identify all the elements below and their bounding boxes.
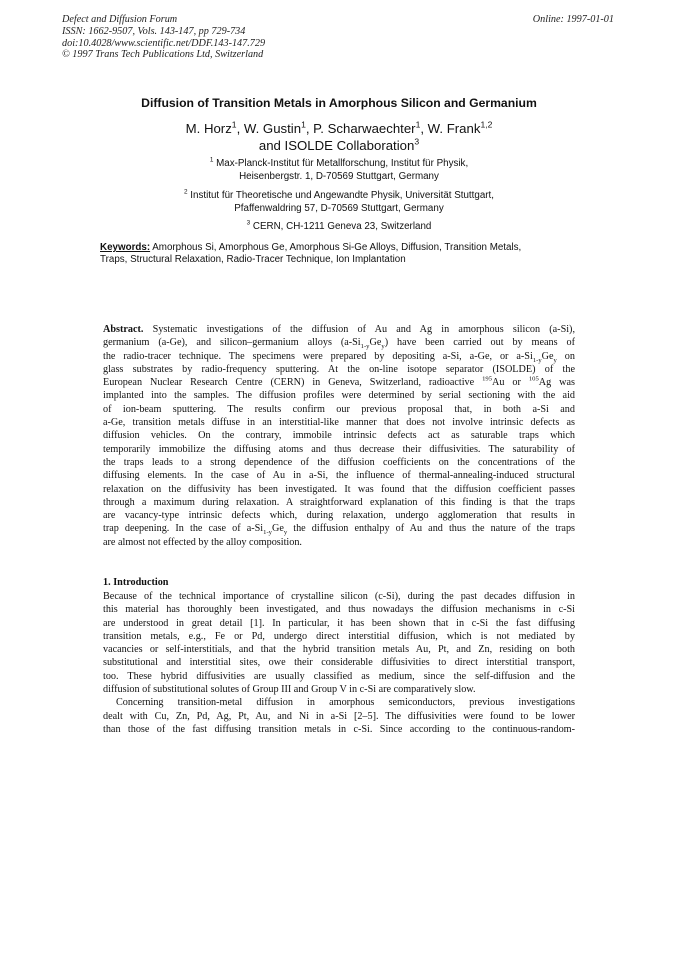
author-name: M. Horz	[185, 121, 232, 136]
affiliation-number: 2	[184, 188, 188, 196]
paragraph-text: dealt with Cu, Zn, Pd, Ag, Pt, Au, and Ni in a-Si [2–5]. The diffusivities were found to be lower	[103, 710, 575, 722]
author-affiliation-mark: 1	[415, 119, 421, 130]
subscript: y	[553, 356, 557, 364]
subscript: y	[283, 529, 288, 537]
affiliation-text: Heisenbergstr. 1, D-70569 Stuttgart, Germany	[239, 170, 439, 182]
affiliation-number: 1	[209, 156, 214, 164]
abstract-text: on	[556, 350, 575, 362]
affiliation-1	[0, 158, 678, 183]
abstract-text: diffusing elements. In the case of Au in a-Si, the influence of thermal-annealing-induced structural	[103, 470, 575, 482]
abstract-text: temporarily immobilize the diffusing atoms and thus decrease their diffusivities. The saturability of	[103, 443, 575, 455]
abstract-text: implanted into the samples. The diffusion profiles were determined by serial sectioning with the aid	[103, 390, 575, 402]
abstract-label: Abstract.	[103, 324, 144, 335]
paragraph-text: diffusion of substitutional solutes of Group III and Group V in c-Si are comparatively slow.	[103, 684, 476, 696]
paragraph-text: transition metals, e.g., Fe or Pd, undergo direct interstitial diffusion, which is not mediated by	[103, 630, 575, 642]
abstract-section	[103, 323, 575, 549]
abstract-text: relaxation on the diffusivity has been investigated. It was found that the diffusion coefficient passes	[103, 483, 575, 495]
keywords-text: Amorphous Si, Amorphous Ge, Amorphous Si-Ge Alloys, Diffusion, Transition Metals,	[150, 242, 522, 253]
journal-name: Defect and Diffusion Forum	[62, 14, 178, 25]
introduction-section	[103, 590, 575, 736]
paragraph-text: this material has thoroughly been investigated, and thus nowadays the diffusion mechanisms in c-Si	[103, 604, 575, 616]
doi-line: doi:10.4028/www.scientific.net/DDF.143-147.729	[62, 37, 266, 49]
abstract-text: diffusion vehicles. On the contrary, immobile intrinsic defects act as saturable traps which	[103, 430, 575, 442]
abstract-text: trap deepening. In the case of a-Si	[103, 523, 264, 535]
paragraph-text: are understood in great detail [1]. In particular, it has been shown that in c-Si the fast diffusing	[103, 617, 575, 629]
paragraph-text: too. These hybrid diffusivities are usually classified as medium, since the self-diffusion and the	[103, 670, 575, 682]
affiliation-number: 3	[246, 219, 251, 227]
abstract-text: the radio-tracer technique. The specimens were prepared by depositing a-Si, a-Ge, or a-Si	[103, 350, 533, 362]
issn-line: ISSN: 1662-9507, Vols. 143-147, pp 729-734	[62, 25, 246, 37]
abstract-text: are almost not effected by the alloy composition.	[103, 536, 302, 548]
publication-metadata	[62, 14, 265, 61]
affiliation-text: Pfaffenwaldring 57, D-70569 Stuttgart, Germany	[234, 202, 444, 214]
abstract-text: Ge	[369, 337, 382, 349]
abstract-text: Ge	[541, 350, 554, 362]
author-affiliation-mark: 3	[414, 136, 420, 147]
abstract-text: through a maximum during relaxation. A straightforward explanation of this finding is that the traps	[103, 496, 575, 508]
abstract-text: ) have been carried out by means of	[384, 337, 575, 349]
author-affiliation-mark: 1	[301, 119, 306, 130]
keywords-text: Traps, Structural Relaxation, Radio-Tracer Technique, Ion Implantation	[100, 254, 406, 266]
abstract-text: glass substrates by radio-frequency sputtering. At the on-line isotope separator (ISOLDE) of the	[103, 363, 575, 375]
affiliation-text: Max-Planck-Institut für Metallforschung, Institut für Physik,	[216, 158, 469, 169]
subscript: 1-y	[532, 356, 542, 364]
superscript: 195	[482, 375, 493, 383]
author-affiliation-mark: 1	[231, 119, 237, 130]
superscript: 105	[528, 375, 539, 383]
abstract-text: germanium (a-Ge), and silicon–germanium alloys (a-Si	[103, 337, 361, 349]
paragraph-text: vacancies or self-interstitials, and that the hybrid transition metals Au, Pt, and Zn, residing on both	[103, 644, 575, 656]
abstract-text: Ge	[271, 523, 284, 535]
paragraph-text: than those of the fast diffusing transition metals in c-Si. Since according to the continuous-random-	[103, 723, 575, 735]
paragraph-text: Concerning transition-metal diffusion in amorphous semiconductors, previous investigations	[116, 697, 575, 709]
abstract-text: Au or	[492, 377, 529, 389]
abstract-text: European Nuclear Research Centre (CERN) in Geneva, Switzerland, radioactive	[103, 377, 483, 389]
subscript: 1-y	[360, 343, 370, 351]
author-name: , W. Frank	[420, 121, 481, 136]
abstract-text: the diffusion enthalpy of Au and thus the nature of the traps	[287, 523, 576, 535]
author-affiliation-mark: 1,2	[480, 119, 493, 130]
affiliation-3	[0, 221, 678, 234]
abstract-text: are vacancy-type intrinsic defects which, during relaxation, undergo agglomeration that results in	[103, 510, 575, 522]
keywords-block	[100, 242, 560, 267]
abstract-text: Systematic investigations of the diffusion of Au and Ag in amorphous silicon (a-Si),	[143, 324, 575, 335]
abstract-text: of ion-beam sputtering. The results confirm our previous proposal that, in both a-Si and	[103, 403, 575, 415]
affiliation-text: CERN, CH-1211 Geneva 23, Switzerland	[252, 221, 432, 232]
subscript: 1-y	[263, 529, 272, 537]
abstract-text: the traps leads to a strong dependence of the diffusion coefficients on the concentrations of the	[103, 456, 575, 468]
affiliation-text: Institut für Theoretische und Angewandte Physik, Universität Stuttgart,	[190, 190, 494, 201]
author-name: , W. Gustin	[236, 121, 302, 136]
paper-title: Diffusion of Transition Metals in Amorphous Silicon and Germanium	[141, 96, 537, 110]
paragraph-text: substitutional and interstitial sites, owe their considerable diffusivities to direct interstitial transport,	[103, 657, 575, 669]
online-date: Online: 1997-01-01	[532, 14, 614, 25]
paragraph-text: Because of the technical importance of crystalline silicon (c-Si), during the past decades diffusion in	[103, 591, 575, 602]
author-list	[0, 120, 678, 154]
author-row	[0, 137, 678, 154]
affiliation-2	[0, 190, 678, 215]
author-row	[0, 120, 678, 137]
author-name: and ISOLDE Collaboration	[258, 138, 415, 153]
abstract-text: a-Ge, transition metals diffuse in an interstitial-like manner that does not involve intrinsic defects as	[103, 417, 575, 429]
author-name: , P. Scharwaechter	[305, 121, 416, 136]
keywords-label: Keywords:	[100, 242, 151, 253]
subscript: y	[381, 343, 385, 351]
copyright-line: © 1997 Trans Tech Publications Ltd, Switzerland	[62, 49, 264, 61]
abstract-text: Ag was	[538, 377, 576, 389]
section-heading-introduction: 1. Introduction	[103, 577, 169, 588]
